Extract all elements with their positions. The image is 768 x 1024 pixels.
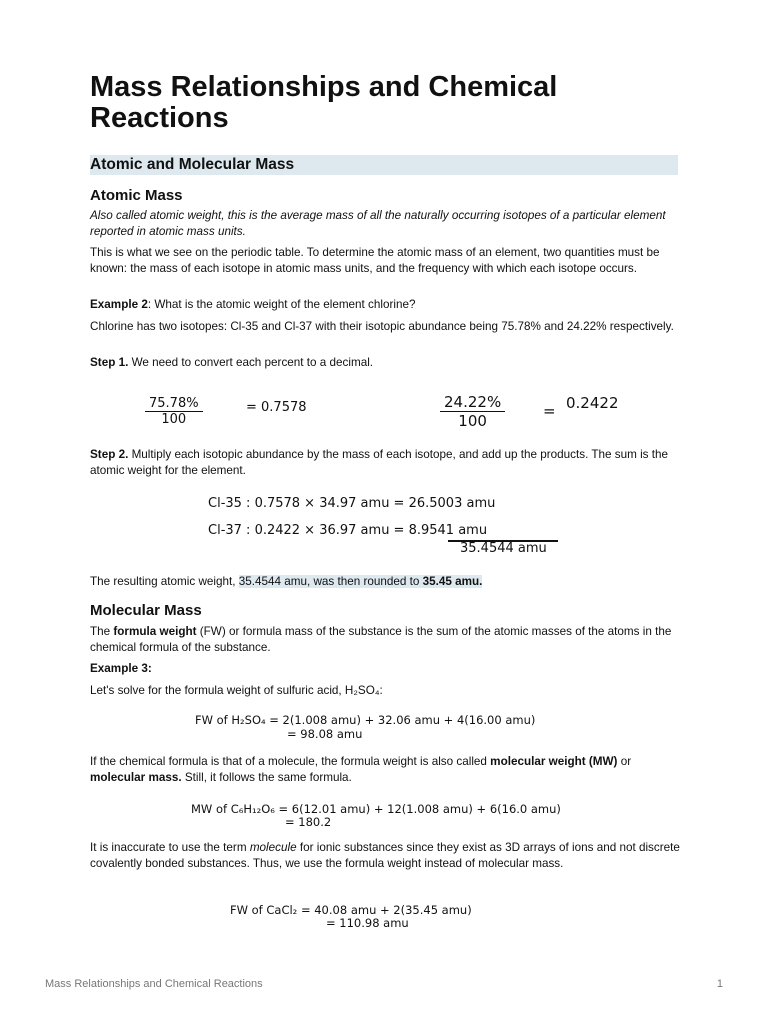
fraction-cl37 (440, 393, 505, 430)
fw-sulfuric-acid-line1: FW of H₂SO₄ = 2(1.008 amu) + 32.06 amu + 4(16.00 amu) (195, 713, 536, 727)
fraction-cl35-numerator: 75.78% (145, 396, 203, 412)
fraction-cl35-result: = 0.7578 (246, 400, 307, 415)
fw-sulfuric-acid-line2: = 98.08 amu (287, 727, 363, 741)
example-2-paragraph (90, 297, 685, 313)
result-highlight: 35.4544 amu, was then rounded to 35.45 amu. (238, 575, 483, 588)
molecular-weight-term: molecular weight (MW) (490, 755, 618, 768)
calc-cl35-line: Cl-35 : 0.7578 × 34.97 amu = 26.5003 amu (208, 496, 496, 511)
footer-title: Mass Relationships and Chemical Reactions (45, 978, 263, 990)
sulfuric-acid-paragraph: Let's solve for the formula weight of sulfuric acid, H₂SO₄: (90, 684, 383, 697)
step-2-paragraph (90, 447, 685, 479)
example-3-label: Example 3: (90, 662, 152, 675)
calc-cl37-line: Cl-37 : 0.2422 × 36.97 amu = 8.9541 amu (208, 523, 488, 538)
result-rounded-value: 35.45 amu. (422, 575, 483, 588)
step-1-paragraph (90, 355, 685, 371)
fraction-cl37-result: 0.2422 (566, 394, 619, 412)
atomic-mass-paragraph: This is what we see on the periodic table. To determine the atomic mass of an element, two quantities must be known: the mass of each isotope in atomic mass units, and the frequency with which each isotope occurs. (90, 246, 660, 275)
formula-weight-paragraph: The formula weight (FW) or formula mass of the substance is the sum of the atomic masses of the atoms in the chemical formula of the substance. (90, 625, 672, 654)
fw-calcium-chloride-line2: = 110.98 amu (326, 916, 409, 930)
ionic-substances-paragraph: It is inaccurate to use the term molecule for ionic substances since they exist as 3D arrays of ions and not discrete covalently bonded substances. Thus, we use the formula weight instead of molecular mass. (90, 841, 680, 870)
section-heading: Atomic and Molecular Mass (90, 155, 678, 175)
page-title: Mass Relationships and Chemical Reactions (90, 71, 558, 134)
result-prefix: The resulting atomic weight, (90, 575, 239, 588)
mw-glucose-line1: MW of C₆H₁₂O₆ = 6(12.01 amu) + 12(1.008 amu) + 6(16.0 amu) (191, 802, 561, 816)
mw-glucose-line2: = 180.2 (285, 815, 332, 829)
atomic-mass-definition: Also called atomic weight, this is the average mass of all the naturally occurring isotopes of a particular element reported in atomic mass units. (90, 209, 666, 238)
fraction-cl37-numerator: 24.22% (440, 393, 505, 412)
calc-sum: 35.4544 amu (460, 541, 547, 556)
step-1-text: We need to convert each percent to a decimal. (128, 356, 374, 369)
step-2-label: Step 2. (90, 448, 129, 461)
molecular-mass-heading: Molecular Mass (90, 602, 202, 619)
atomic-mass-heading: Atomic Mass (90, 187, 183, 204)
fraction-cl35 (145, 396, 203, 427)
chlorine-paragraph: Chlorine has two isotopes: Cl-35 and Cl-37 with their isotopic abundance being 75.78% and 24.22% respectively. (90, 320, 674, 333)
step-1-label: Step 1. (90, 356, 129, 369)
fraction-cl37-denominator: 100 (458, 412, 487, 430)
example-2-label: Example 2 (90, 298, 148, 311)
result-paragraph (90, 574, 685, 590)
fraction-cl35-denominator: 100 (161, 412, 187, 427)
fw-calcium-chloride-line1: FW of CaCl₂ = 40.08 amu + 2(35.45 amu) (230, 903, 472, 917)
molecular-mass-term: molecular mass. (90, 771, 182, 784)
formula-weight-term: formula weight (113, 625, 197, 638)
page-number: 1 (716, 978, 723, 990)
molecular-weight-paragraph: If the chemical formula is that of a molecule, the formula weight is also called molecular weight (MW) or molecular mass. Still, it follows the same formula. (90, 755, 632, 784)
example-2-text: : What is the atomic weight of the element chlorine? (147, 298, 416, 311)
step-2-text: Multiply each isotopic abundance by the mass of each isotope, and add up the products. The sum is the atomic weight for the element. (90, 448, 669, 477)
molecule-term: molecule (249, 841, 297, 854)
fraction-cl37-equals: = (543, 402, 556, 420)
